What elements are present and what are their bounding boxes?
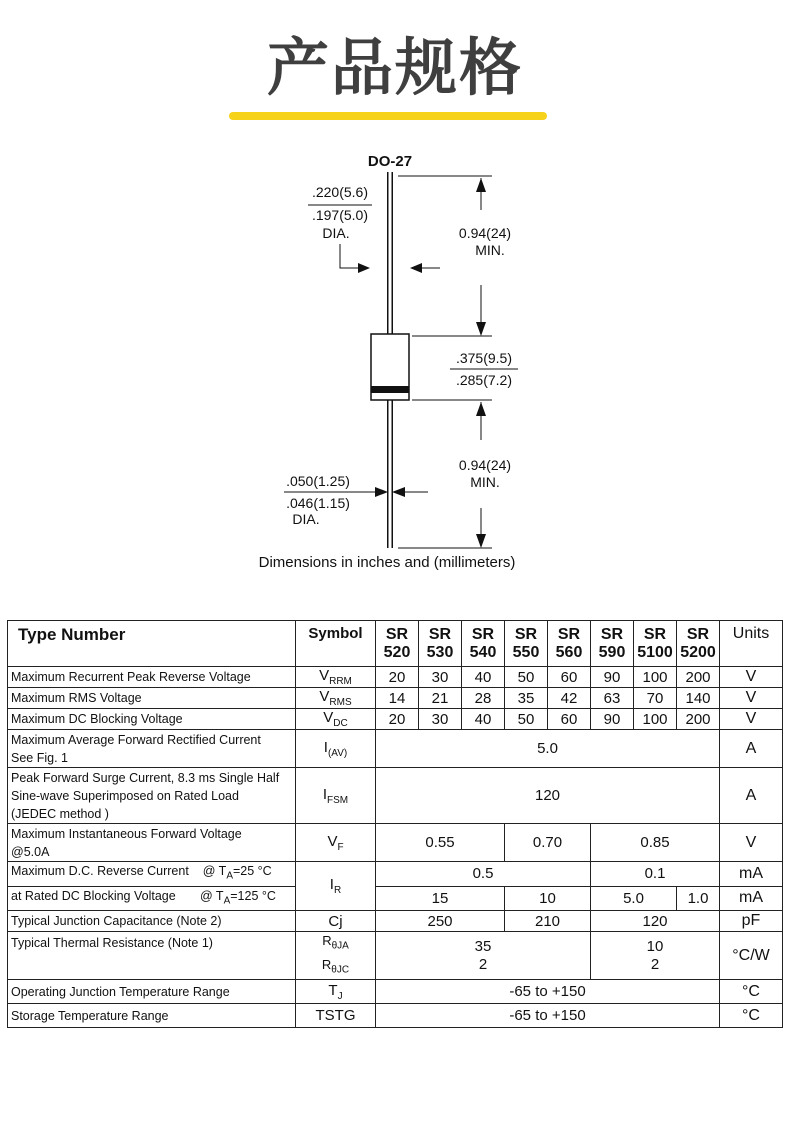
wire-dia-max: .050(1.25) [286, 473, 350, 489]
value-cell: 40 [462, 709, 505, 730]
lead-dia-min: .197(5.0) [311, 207, 369, 223]
value-cell: 1.0 [677, 886, 720, 911]
body-length-max: .375(9.5) [455, 350, 513, 366]
value-cell: -65 to +150 [376, 1004, 720, 1028]
value-cell: 60 [548, 667, 591, 688]
wire-dia-min: .046(1.15) [286, 495, 350, 511]
top-length: 0.94(24) [458, 225, 512, 241]
value-cell: 90 [591, 709, 634, 730]
header-model: SR 5100 [634, 621, 677, 667]
param-label: Maximum DC Blocking Voltage [8, 709, 296, 730]
param-label: Maximum Recurrent Peak Reverse Voltage [8, 667, 296, 688]
cathode-band [371, 386, 409, 393]
value-cell: 120 [376, 768, 720, 824]
value-cell: 63 [591, 688, 634, 709]
param-label: Maximum Instantaneous Forward Voltage @5.0A [8, 824, 296, 862]
body-length-min: .285(7.2) [455, 372, 513, 388]
symbol-cell: TSTG [296, 1004, 376, 1028]
symbol-cell: $V_{RMS}$ [296, 688, 376, 709]
header-model: SR 520 [376, 621, 419, 667]
value-cell: 50 [505, 667, 548, 688]
wire-dia-label: DIA. [292, 511, 320, 527]
value-cell: 20 [376, 709, 419, 730]
row-ir-125 [8, 886, 783, 911]
header-model: SR 560 [548, 621, 591, 667]
symbol-cell: Cj [296, 911, 376, 932]
symbol-cell: $V_{RRM}$ [296, 667, 376, 688]
unit-cell: pF [720, 911, 783, 932]
row-vrms [8, 688, 783, 709]
row-tj [8, 980, 783, 1004]
value-cell: 0.5 [376, 862, 591, 887]
bottom-length-label: MIN. [470, 474, 500, 490]
param-label: Maximum RMS Voltage [8, 688, 296, 709]
value-cell: 0.85 [591, 824, 720, 862]
lead-dia-max: .220(5.6) [311, 184, 369, 200]
value-cell: 10 [505, 886, 591, 911]
symbol-cell: $V_{DC}$ [296, 709, 376, 730]
row-tstg [8, 1004, 783, 1028]
param-label: Typical Thermal Resistance (Note 1) [8, 932, 296, 980]
value-cell: 200 [677, 667, 720, 688]
param-label: Maximum Average Forward Rectified Current See Fig. 1 [8, 730, 296, 768]
value-cell: 35 2 [376, 932, 591, 980]
value-cell: 0.1 [591, 862, 720, 887]
lead-dia-label: DIA. [322, 225, 350, 241]
header-model: SR 550 [505, 621, 548, 667]
value-cell: 35 [505, 688, 548, 709]
value-cell: 28 [462, 688, 505, 709]
value-cell: 50 [505, 709, 548, 730]
value-cell: 20 [376, 667, 419, 688]
row-iav [8, 730, 783, 768]
value-cell: 140 [677, 688, 720, 709]
row-vdc [8, 709, 783, 730]
header-units: Units [720, 621, 783, 667]
value-cell: 15 [376, 886, 505, 911]
bottom-length: 0.94(24) [458, 457, 512, 473]
value-cell: 30 [419, 667, 462, 688]
header-model: SR 590 [591, 621, 634, 667]
param-label: Maximum D.C. Reverse Current @ $T_A=25$ °C [8, 862, 296, 887]
unit-cell: °C [720, 980, 783, 1004]
value-cell: 30 [419, 709, 462, 730]
symbol-cell: $T_J$ [296, 980, 376, 1004]
top-length-label: MIN. [475, 242, 505, 258]
param-label: Peak Forward Surge Current, 8.3 ms Single Half Sine-wave Superimposed on Rated Load (JEDEC method ) [8, 768, 296, 824]
unit-cell: V [720, 688, 783, 709]
param-label: at Rated DC Blocking Voltage @ $T_A=125$ °C [8, 886, 296, 911]
symbol-cell: $I_R$ [296, 862, 376, 911]
param-label: Storage Temperature Range [8, 1004, 296, 1028]
do27-dimension-drawing [0, 140, 790, 600]
value-cell: 0.55 [376, 824, 505, 862]
value-cell: 42 [548, 688, 591, 709]
value-cell: 100 [634, 667, 677, 688]
row-vrrm [8, 667, 783, 688]
value-cell: 21 [419, 688, 462, 709]
unit-cell: V [720, 709, 783, 730]
value-cell: 14 [376, 688, 419, 709]
value-cell: -65 to +150 [376, 980, 720, 1004]
value-cell: 200 [677, 709, 720, 730]
page-title: 产品规格 [266, 31, 523, 104]
title-underline [229, 112, 547, 120]
unit-cell: °C/W [720, 932, 783, 980]
header-model: SR 5200 [677, 621, 720, 667]
package-label: DO-27 [367, 153, 413, 170]
value-cell: 70 [634, 688, 677, 709]
value-cell: 60 [548, 709, 591, 730]
dimensions-caption: Dimensions in inches and (millimeters) [258, 554, 516, 571]
param-label: Operating Junction Temperature Range [8, 980, 296, 1004]
value-cell: 90 [591, 667, 634, 688]
symbol-cell: $I_{FSM}$ [296, 768, 376, 824]
row-rth [8, 932, 783, 980]
value-cell: 0.70 [505, 824, 591, 862]
value-cell: 250 [376, 911, 505, 932]
unit-cell: V [720, 667, 783, 688]
unit-cell: V [720, 824, 783, 862]
value-cell: 40 [462, 667, 505, 688]
header-row [8, 621, 783, 667]
row-ifsm [8, 768, 783, 824]
symbol-cell: $I_{(AV)}$ [296, 730, 376, 768]
header-model: SR 540 [462, 621, 505, 667]
value-cell: 100 [634, 709, 677, 730]
symbol-cell: $R_{\theta JA}$ $R_{\theta JC}$ [296, 932, 376, 980]
spec-table [7, 620, 783, 1028]
param-label: Typical Junction Capacitance (Note 2) [8, 911, 296, 932]
unit-cell: °C [720, 1004, 783, 1028]
row-vf [8, 824, 783, 862]
row-cj [8, 911, 783, 932]
value-cell: 5.0 [591, 886, 677, 911]
unit-cell: mA [720, 886, 783, 911]
symbol-cell: $V_F$ [296, 824, 376, 862]
value-cell: 10 2 [591, 932, 720, 980]
row-ir-25 [8, 862, 783, 887]
unit-cell: mA [720, 862, 783, 887]
value-cell: 120 [591, 911, 720, 932]
unit-cell: A [720, 730, 783, 768]
value-cell: 5.0 [376, 730, 720, 768]
header-model: SR 530 [419, 621, 462, 667]
unit-cell: A [720, 768, 783, 824]
header-type-number: Type Number [8, 621, 296, 667]
header-symbol: Symbol [296, 621, 376, 667]
value-cell: 210 [505, 911, 591, 932]
